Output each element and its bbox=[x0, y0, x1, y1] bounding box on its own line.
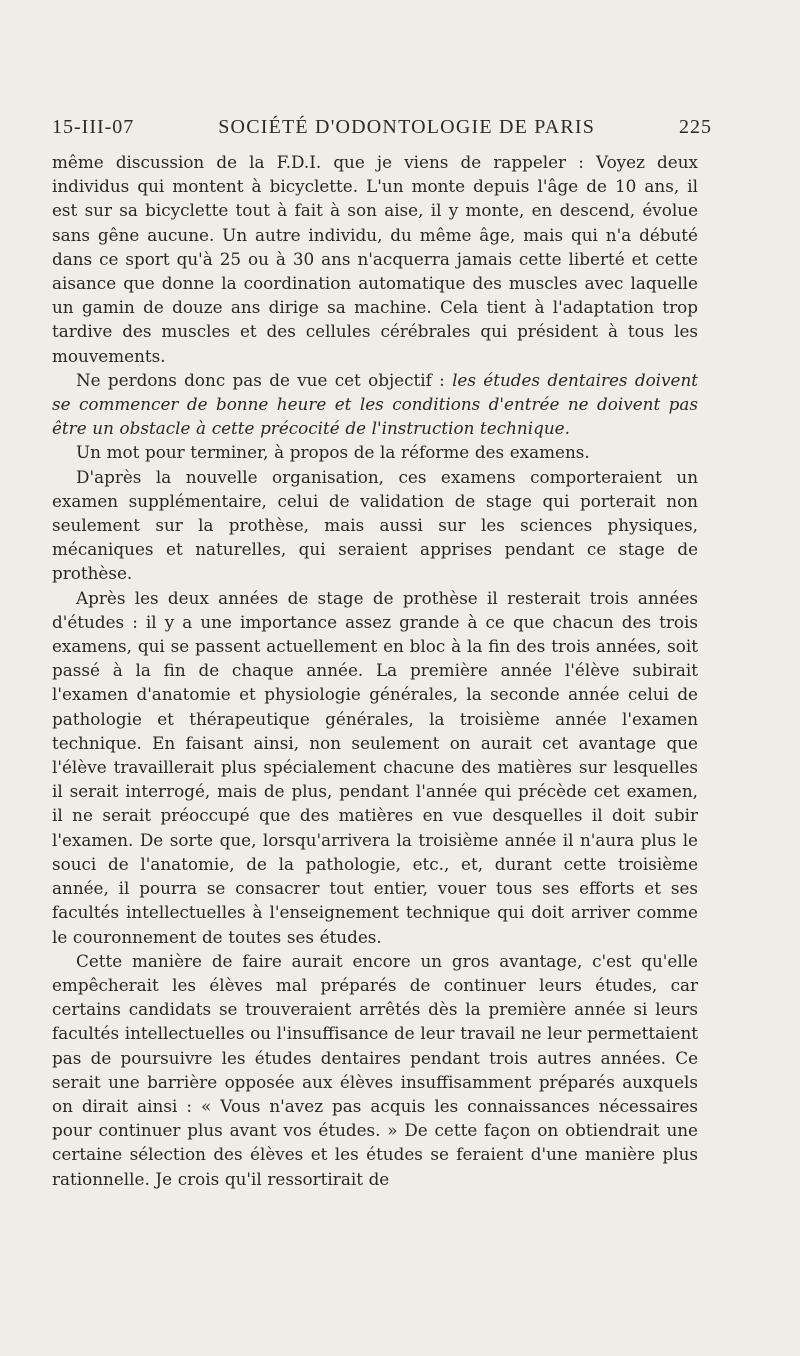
paragraph-5: Après les deux années de stage de prothèse il resterait trois années d'études : il y a une importance assez grande à ce que chacun des trois examens, qui se passent actuellement en bloc à la fin des trois années, soit passé à la fin de chaque année. La première année l'élève subirait l'examen d'anatomie et physiologie générales, la seconde année celui de pathologie et thérapeutique générales, la troisième année l'examen technique. En faisant ainsi, non seulement on aurait cet avantage que l'élève travaillerait plus spécialement chacune des matières sur lesquelles il serait interrogé, mais de plus, pendant l'année qui précède cet examen, il ne serait préoccupé que des matières en vue desquelles il doit subir l'examen. De sorte que, lorsqu'arrivera la troisième année il n'aura plus le souci de l'anatomie, de la pathologie, etc., et, durant cette troisième année, il pourra se consacrer tout entier, vouer tous ses efforts et ses facultés intellectuelles à l'enseignement technique qui doit arriver comme le couronnement de toutes ses études. bbox=[52, 587, 698, 947]
paragraph-1: même discussion de la F.D.I. que je viens de rappeler : Voyez deux individus qui montent à bicyclette. L'un monte depuis l'âge de 10 ans, il est sur sa bicyclette tout à fait à son aise, il y monte, en descend, évolue sans gêne aucune. Un autre individu, du même âge, mais qui n'a débuté dans ce sport qu'à 25 ou à 30 ans n'acquerra jamais cette liberté et cette aisance que donne la coordination automatique des muscles avec laquelle un gamin de douze ans dirige sa machine. Cela tient à l'adaptation trop tardive des muscles et des cellules cérébrales qui président à tous les mouvements. bbox=[52, 152, 698, 366]
paragraph-6: Cette manière de faire aurait encore un gros avantage, c'est qu'elle empêcherait les élèves mal préparés de continuer leurs études, car certains candidats se trouveraient arrêtés dès la première année si leurs facultés intellectuelles ou l'insuffisance de leur travail ne leur permettaient pas de poursuivre les études dentaires pendant trois autres années. Ce serait une barrière opposée aux élèves insuffisamment préparés auxquels on dirait ainsi : « Vous n'avez pas acquis les connaissances nécessaires pour continuer plus avant vos études. » De cette façon on obtiendrait une certaine sélection des élèves et les études se feraient d'une manière plus rationnelle. Je crois qu'il ressortirait de bbox=[52, 950, 698, 1189]
header-page-number: 225 bbox=[679, 116, 712, 138]
paragraph-2 bbox=[52, 368, 698, 441]
running-header bbox=[52, 116, 712, 139]
paragraph-4: D'après la nouvelle organisation, ces examens comporteraient un examen supplémentaire, celui de validation de stage qui porterait non seulement sur la prothèse, mais aussi sur les sciences physiques, mécaniques et naturelles, qui seraient apprises pendant ce stage de prothèse. bbox=[52, 466, 698, 584]
header-journal-title: SOCIÉTÉ D'ODONTOLOGIE DE PARIS bbox=[218, 116, 596, 138]
paragraph-2-lead: Ne perdons donc pas de vue cet objectif : bbox=[76, 369, 453, 390]
paragraph-2-italic: les études dentaires doivent se commencer de bonne heure et les conditions d'entrée ne doivent pas être un obstacle à cette précocité de l'instruction technique. bbox=[52, 369, 698, 439]
header-date: 15-III-07 bbox=[52, 116, 135, 138]
paragraph-3: Un mot pour terminer, à propos de la réforme des examens. bbox=[76, 442, 590, 463]
body-text bbox=[52, 150, 698, 1191]
